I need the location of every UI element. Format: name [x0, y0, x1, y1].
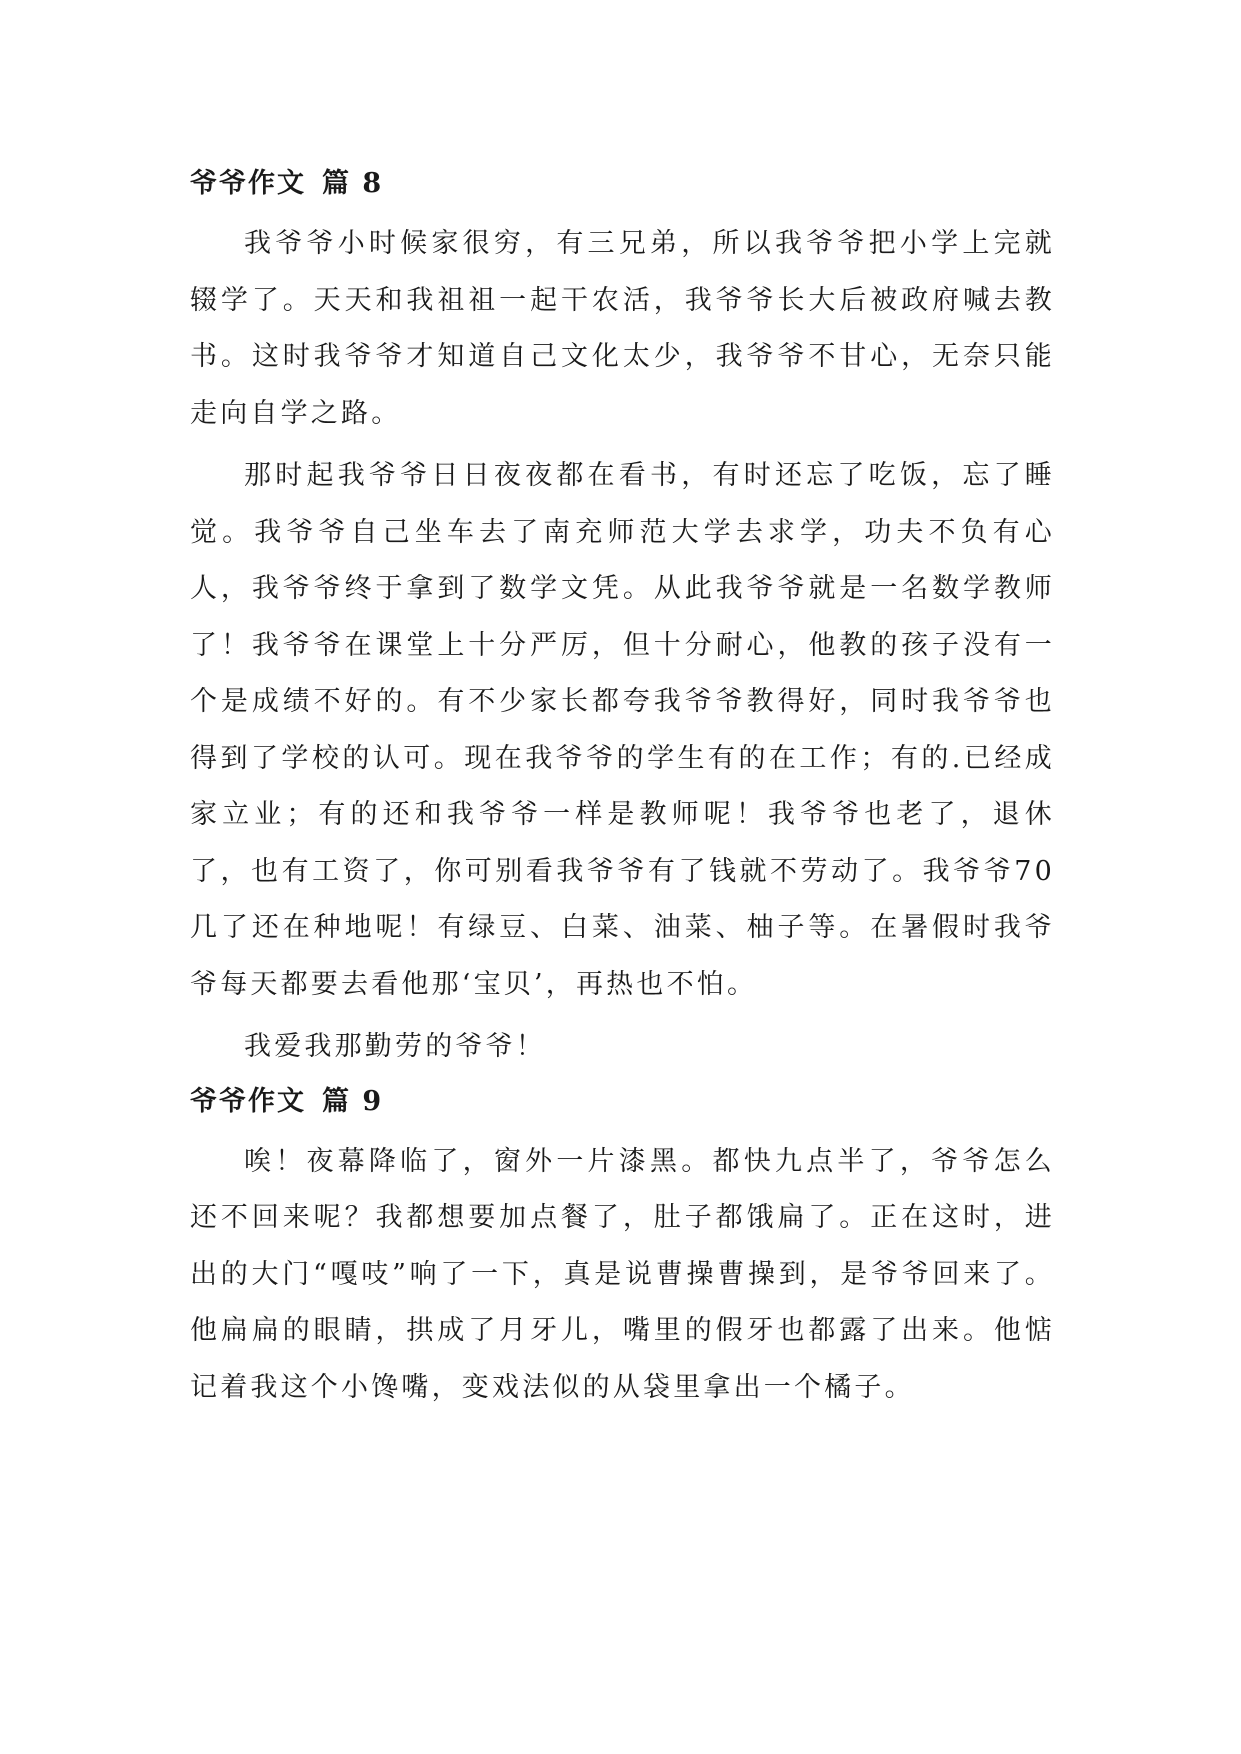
essay-section-8: [190, 158, 1055, 1076]
heading-number: 篇 8: [322, 168, 384, 199]
paragraph: 那时起我爷爷日日夜夜都在看书，有时还忘了吃饭，忘了睡觉。我爷爷自己坐车去了南充师范大学去求学，功夫不负有心人，我爷爷终于拿到了数学文凭。从此我爷爷就是一名数学教师了！我爷爷在课堂上十分严厉，但十分耐心，他教的孩子没有一个是成绩不好的。有不少家长都夸我爷爷教得好，同时我爷爷也得到了学校的认可。现在我爷爷的学生有的在工作；有的.已经成家立业；有的还和我爷爷一样是教师呢！我爷爷也老了，退休了，也有工资了，你可别看我爷爷有了钱就不劳动了。我爷爷70几了还在种地呢！有绿豆、白菜、油菜、柚子等。在暑假时我爷爷每天都要去看他那‘宝贝’，再热也不怕。: [190, 460, 1055, 1000]
document-page: [190, 158, 1055, 1416]
heading-title: 爷爷作文: [190, 168, 306, 199]
essay-section-9: [190, 1076, 1055, 1417]
paragraph: 我爷爷小时候家很穷，有三兄弟，所以我爷爷把小学上完就辍学了。天天和我祖祖一起干农活，我爷爷长大后被政府喊去教书。这时我爷爷才知道自己文化太少，我爷爷不甘心，无奈只能走向自学之路。: [190, 228, 1055, 429]
paragraph: 唉！夜幕降临了，窗外一片漆黑。都快九点半了，爷爷怎么还不回来呢？我都想要加点餐了，肚子都饿扁了。正在这时，进出的大门“嘎吱”响了一下，真是说曹操曹操到，是爷爷回来了。他扁扁的眼睛，拱成了月牙儿，嘴里的假牙也都露了出来。他惦记着我这个小馋嘴，变戏法似的从袋里拿出一个橘子。: [190, 1145, 1055, 1403]
paragraph: 我爱我那勤劳的爷爷！: [244, 1031, 546, 1062]
heading-number: 篇 9: [322, 1085, 384, 1117]
section-heading: [190, 158, 1055, 210]
section-heading: [190, 1076, 1055, 1128]
heading-title: 爷爷作文: [190, 1085, 306, 1117]
